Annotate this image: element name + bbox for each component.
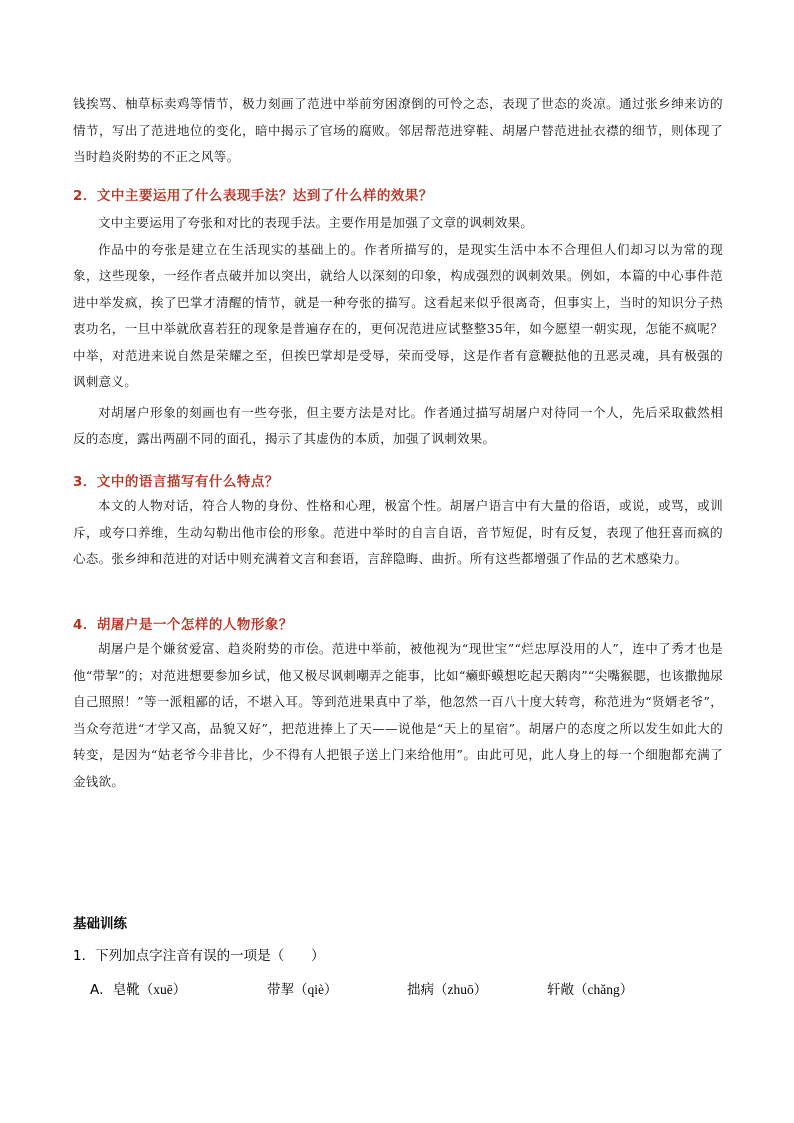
option-d-label: 轩敞 <box>547 982 574 998</box>
option-b-label: 带挈 <box>267 982 294 998</box>
option-c[interactable] <box>407 978 487 998</box>
question-3-heading: 3．文中的语言描写有什么特点？ <box>73 474 279 490</box>
question-1-options <box>90 978 710 998</box>
question-4-heading: 4．胡屠户是一个怎样的人物形象？ <box>73 617 293 633</box>
intro-paragraph: 钱挨骂、柚草标卖鸡等情节，极力刻画了范进中举前穷困潦倒的可怜之态，表现了世态的炎凉。通过张乡绅来访的情节，写出了范进地位的变化，暗中揭示了官场的腐败。邻居帮范进穿鞋、胡屠户替范进扯衣襟的细节，则体现了当时趋炎附势的不正之风等。 <box>73 96 723 164</box>
q4-paragraph-1: 胡屠户是个嫌贫爱富、趋炎附势的市侩。范进中举前，被他视为“现世宝”“烂忠厚没用的人”，连中了秀才也是他“带挈”的；对范进想要参加乡试，他又极尽讽刺嘲弄之能事，比如“癞虾蟆想吃起天鹅肉”“尖嘴猴腮，也该撒抛尿自己照照！”等一派粗鄙的话，不堪入耳。等到范进果真中了举，他忽然一百八十度大转弯，称范进为“贤婿老爷”，当众夸范进“才学又高，品貌又好”，把范进捧上了天——说他是“天上的星宿”。胡屠户的态度之所以发生如此大的转变，是因为“姑老爷今非昔比，少不得有人把银子送上门来给他用”。由此可见，此人身上的每一个细胞都充满了金钱欲。 <box>73 641 723 789</box>
q2-paragraph-3: 对胡屠户形象的刻画也有一些夸张，但主要方法是对比。作者通过描写胡屠户对待同一个人，先后采取截然相反的态度，露出两副不同的面孔，揭示了其虚伪的本质，加强了讽刺效果。 <box>73 404 723 446</box>
q2-paragraph-1: 文中主要运用了夸张和对比的表现手法。主要作用是加强了文章的讽刺效果。 <box>98 215 534 230</box>
question-2-answer <box>73 210 723 453</box>
question-2-heading: 2．文中主要运用了什么表现手法？达到了什么样的效果？ <box>73 188 433 204</box>
question-1-stem: 1．下列加点字注音有误的一项是（ ） <box>73 948 325 964</box>
question-4-answer <box>73 636 723 795</box>
option-a-pinyin: （xuē） <box>139 982 187 997</box>
option-a-label: A．皂靴 <box>90 982 140 998</box>
option-b[interactable] <box>267 978 338 998</box>
option-c-label: 拙病 <box>407 982 434 998</box>
intro-paragraph-block <box>73 91 723 171</box>
section-title-basic-training: 基础训练 <box>73 916 127 932</box>
q2-paragraph-2: 作品中的夸张是建立在生活现实的基础上的。作者所描写的，是现实生活中本不合理但人们却习以为常的现象，这些现象，一经作者点破并加以突出，就给人以深刻的印象，构成强烈的讽刺效果。例如，本篇的中心事件范进中举发疯，挨了巴掌才清醒的情节，就是一种夸张的描写。这看起来似乎很离奇，但事实上，当时的知识分子热衷功名，一旦中举就欣喜若狂的现象是普遍存在的，更何况范进应试整整35年，如今愿望一朝实现，怎能不疯呢？中举，对范进来说自然是荣耀之至，但挨巴掌却是受辱，荣而受辱，这是作者有意鞭挞他的丑恶灵魂，具有极强的讽刺意义。 <box>73 241 723 389</box>
q3-paragraph-1: 本文的人物对话，符合人物的身份、性格和心理，极富个性。胡屠户语言中有大量的俗语，或说，或骂，或训斥，或夸口养维，生动勾勒出他市侩的形象。范进中举时的自言自语，音节短促，时有反复，表现了他狂喜而疯的心态。张乡绅和范进的对话中则充满着文言和套语，言辞隐晦、曲折。所有这些都增强了作品的艺术感染力。 <box>73 498 723 566</box>
option-a[interactable] <box>90 978 186 998</box>
option-d[interactable] <box>547 978 633 998</box>
option-d-pinyin: （chǎng） <box>574 982 634 997</box>
option-b-pinyin: （qiè） <box>294 982 338 997</box>
option-c-pinyin: （zhuō） <box>434 982 488 997</box>
question-3-answer <box>73 493 723 573</box>
